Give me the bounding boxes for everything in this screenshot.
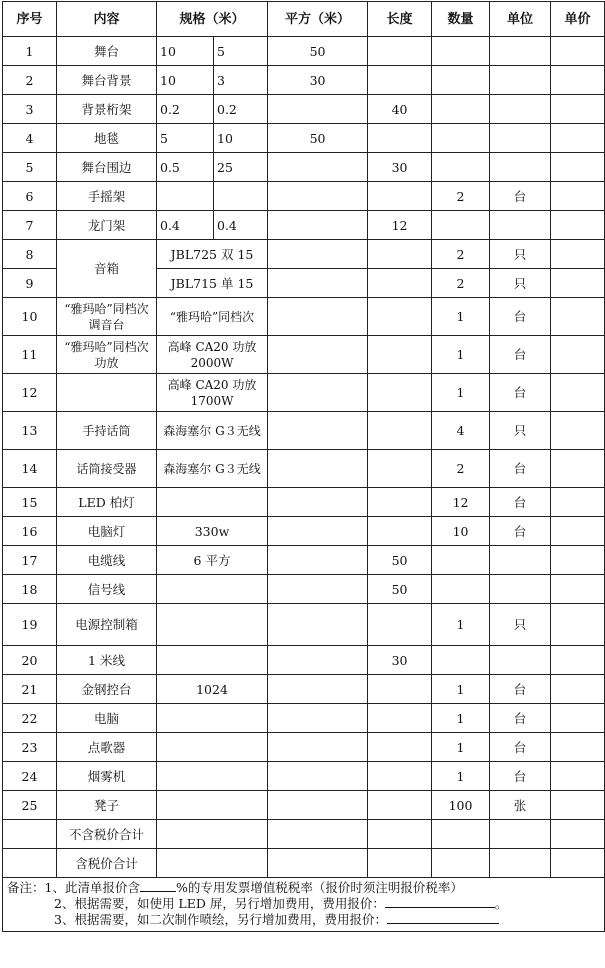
cell-spec-2: 0.2: [214, 95, 268, 124]
cell-spec: [157, 646, 268, 675]
cell-area: [268, 298, 368, 336]
cell-unit: [490, 646, 551, 675]
cell-qty: [432, 95, 490, 124]
header-qty: 数量: [432, 2, 490, 37]
cell-spec: 6 平方: [157, 546, 268, 575]
cell-length: [368, 762, 432, 791]
cell-spec: [157, 791, 268, 820]
cell-unit: 只: [490, 269, 551, 298]
cell-price: [551, 675, 605, 704]
cell-content: 金钢控台: [57, 675, 157, 704]
cell-length: 40: [368, 95, 432, 124]
cell-unit: [490, 546, 551, 575]
total-row-excl-tax: [3, 820, 605, 849]
cell-spec-2: 5: [214, 37, 268, 66]
cell-spec: “雅玛哈”同档次: [157, 298, 268, 336]
cell-content: “雅玛哈”同档次调音台: [57, 298, 157, 336]
cell-area: [268, 95, 368, 124]
table-row: [3, 704, 605, 733]
cell-area: [268, 675, 368, 704]
cell-price: [551, 182, 605, 211]
cell-qty: 100: [432, 791, 490, 820]
cell-price: [551, 269, 605, 298]
cell-length: [368, 374, 432, 412]
cell-no: 19: [3, 604, 57, 646]
cell-unit: 台: [490, 182, 551, 211]
cell-area: [268, 336, 368, 374]
cell-area: [268, 374, 368, 412]
table-row: [3, 298, 605, 336]
cell-unit: [490, 66, 551, 95]
cell-content: 信号线: [57, 575, 157, 604]
cell-unit: [490, 37, 551, 66]
cell-unit: 台: [490, 675, 551, 704]
cell-qty: 1: [432, 298, 490, 336]
note-3-text: 3、根据需要，如二次制作喷绘，另行增加费用，费用报价：: [54, 912, 387, 927]
cell-content: 手持话筒: [57, 412, 157, 450]
cell-area: 30: [268, 66, 368, 95]
cell-unit: 只: [490, 240, 551, 269]
cell-price: [551, 66, 605, 95]
cell-qty: [432, 646, 490, 675]
cell-length: [368, 849, 432, 878]
cell-price: [551, 517, 605, 546]
cell-price: [551, 791, 605, 820]
cell-area: [268, 450, 368, 488]
cell-length: [368, 66, 432, 95]
cell-area: [268, 182, 368, 211]
notes-label: 备注：: [7, 880, 45, 895]
cell-area: [268, 762, 368, 791]
cell-qty: 4: [432, 412, 490, 450]
cell-unit: 台: [490, 704, 551, 733]
cell-unit: 张: [490, 791, 551, 820]
cell-qty: [432, 37, 490, 66]
cell-price: [551, 374, 605, 412]
cell-qty: 1: [432, 733, 490, 762]
note-line-3: [7, 912, 600, 928]
cell-spec-1: 0.5: [157, 153, 214, 182]
note-line-2: [7, 896, 600, 912]
cell-unit: [490, 849, 551, 878]
cell-price: [551, 849, 605, 878]
cell-length: [368, 733, 432, 762]
cell-content: 地毯: [57, 124, 157, 153]
table-row: [3, 95, 605, 124]
cell-length: [368, 488, 432, 517]
cell-unit: [490, 575, 551, 604]
cell-unit: 台: [490, 450, 551, 488]
table-row: [3, 66, 605, 95]
cell-qty: 2: [432, 450, 490, 488]
cell-content: 舞台背景: [57, 66, 157, 95]
cell-area: [268, 546, 368, 575]
cell-content: 音箱: [57, 240, 157, 298]
cell-spec-1: 10: [157, 66, 214, 95]
cell-spec-2: 3: [214, 66, 268, 95]
cell-area: [268, 240, 368, 269]
cell-unit: 台: [490, 762, 551, 791]
table-row: [3, 182, 605, 211]
cell-area: [268, 488, 368, 517]
cell-unit: [490, 153, 551, 182]
cell-spec: [157, 704, 268, 733]
table-row: [3, 762, 605, 791]
cell-spec: [157, 488, 268, 517]
cell-length: [368, 298, 432, 336]
cell-price: [551, 153, 605, 182]
cell-qty: 1: [432, 336, 490, 374]
table-row: [3, 124, 605, 153]
cell-unit: 只: [490, 604, 551, 646]
total-incl-tax-label: 含税价合计: [57, 849, 157, 878]
cell-area: [268, 211, 368, 240]
cell-spec: [157, 604, 268, 646]
cell-price: [551, 450, 605, 488]
cell-no: 22: [3, 704, 57, 733]
cell-length: 30: [368, 153, 432, 182]
cell-no: 13: [3, 412, 57, 450]
cell-spec: [157, 733, 268, 762]
cell-area: [268, 269, 368, 298]
cell-qty: 1: [432, 604, 490, 646]
cell-content: 电源控制箱: [57, 604, 157, 646]
cell-spec: [157, 762, 268, 791]
cell-no: 14: [3, 450, 57, 488]
cell-no: 25: [3, 791, 57, 820]
cell-spec-2: [214, 182, 268, 211]
cell-unit: [490, 95, 551, 124]
cell-area: [268, 849, 368, 878]
cell-spec: 高峰 CA20 功放 2000W: [157, 336, 268, 374]
table-row: [3, 675, 605, 704]
led-price-blank: [385, 896, 495, 908]
cell-unit: 台: [490, 488, 551, 517]
cell-length: [368, 450, 432, 488]
cell-unit: 台: [490, 374, 551, 412]
cell-spec: [157, 820, 268, 849]
cell-qty: [432, 849, 490, 878]
cell-length: [368, 517, 432, 546]
cell-content: 电缆线: [57, 546, 157, 575]
cell-content: 凳子: [57, 791, 157, 820]
notes-row: [3, 878, 605, 932]
cell-price: [551, 124, 605, 153]
note-1-text-end: %的专用发票增值税税率（报价时须注明报价税率）: [175, 880, 463, 895]
cell-content: 背景桁架: [57, 95, 157, 124]
cell-spec: 1024: [157, 675, 268, 704]
cell-qty: [432, 153, 490, 182]
cell-spec-1: 0.2: [157, 95, 214, 124]
cell-content: 手摇架: [57, 182, 157, 211]
cell-no: 16: [3, 517, 57, 546]
total-row-incl-tax: [3, 849, 605, 878]
cell-no: 1: [3, 37, 57, 66]
cell-no: 11: [3, 336, 57, 374]
print-price-blank: [387, 912, 499, 924]
cell-no: 4: [3, 124, 57, 153]
cell-content: 话筒接受器: [57, 450, 157, 488]
note-1-text: 1、此清单报价含: [44, 880, 140, 895]
cell-no: [3, 849, 57, 878]
note-2-text-end: 。: [494, 896, 508, 911]
header-no: 序号: [3, 2, 57, 37]
cell-no: 5: [3, 153, 57, 182]
note-line-1: [7, 880, 600, 896]
cell-qty: 2: [432, 240, 490, 269]
cell-price: [551, 575, 605, 604]
cell-no: 7: [3, 211, 57, 240]
cell-no: 18: [3, 575, 57, 604]
cell-length: [368, 269, 432, 298]
cell-content: 舞台围边: [57, 153, 157, 182]
cell-no: 20: [3, 646, 57, 675]
cell-spec: JBL715 单 15: [157, 269, 268, 298]
cell-spec-2: 10: [214, 124, 268, 153]
cell-qty: [432, 66, 490, 95]
cell-content: “雅玛哈”同档次功放: [57, 336, 157, 374]
cell-length: [368, 124, 432, 153]
cell-content: 电脑: [57, 704, 157, 733]
cell-price: [551, 37, 605, 66]
table-row: [3, 791, 605, 820]
cell-unit: 只: [490, 412, 551, 450]
notes-cell: [3, 878, 605, 932]
cell-no: 10: [3, 298, 57, 336]
cell-unit: 台: [490, 517, 551, 546]
cell-price: [551, 546, 605, 575]
cell-content: 烟雾机: [57, 762, 157, 791]
cell-spec: [157, 575, 268, 604]
cell-unit: [490, 211, 551, 240]
table-row: [3, 336, 605, 374]
cell-content: 1 米线: [57, 646, 157, 675]
cell-price: [551, 762, 605, 791]
cell-no: 21: [3, 675, 57, 704]
cell-spec: 森海塞尔 G３无线: [157, 450, 268, 488]
cell-qty: 10: [432, 517, 490, 546]
cell-length: [368, 675, 432, 704]
cell-length: [368, 412, 432, 450]
cell-price: [551, 733, 605, 762]
cell-price: [551, 336, 605, 374]
cell-unit: 台: [490, 336, 551, 374]
table-row: [3, 575, 605, 604]
header-spec: 规格（米）: [157, 2, 268, 37]
cell-spec: 高峰 CA20 功放 1700W: [157, 374, 268, 412]
cell-qty: [432, 546, 490, 575]
header-content: 内容: [57, 2, 157, 37]
total-excl-tax-label: 不含税价合计: [57, 820, 157, 849]
cell-spec: JBL725 双 15: [157, 240, 268, 269]
table-row: [3, 211, 605, 240]
cell-content: [57, 374, 157, 412]
cell-price: [551, 604, 605, 646]
cell-content: LED 柏灯: [57, 488, 157, 517]
cell-length: [368, 336, 432, 374]
cell-spec-1: 5: [157, 124, 214, 153]
cell-length: [368, 820, 432, 849]
cell-qty: 2: [432, 182, 490, 211]
cell-no: 6: [3, 182, 57, 211]
cell-unit: 台: [490, 298, 551, 336]
cell-length: 50: [368, 575, 432, 604]
header-price: 单价: [551, 2, 605, 37]
cell-no: 23: [3, 733, 57, 762]
cell-no: 17: [3, 546, 57, 575]
table-row: [3, 488, 605, 517]
table-row: [3, 546, 605, 575]
cell-area: 50: [268, 124, 368, 153]
header-row: [3, 2, 605, 37]
table-row: [3, 517, 605, 546]
cell-qty: [432, 124, 490, 153]
cell-area: [268, 646, 368, 675]
cell-qty: 1: [432, 675, 490, 704]
cell-area: 50: [268, 37, 368, 66]
cell-no: 2: [3, 66, 57, 95]
cell-qty: 12: [432, 488, 490, 517]
cell-price: [551, 412, 605, 450]
cell-price: [551, 298, 605, 336]
table-row: [3, 450, 605, 488]
cell-unit: [490, 820, 551, 849]
cell-spec-1: 10: [157, 37, 214, 66]
cell-spec: 森海塞尔 G３无线: [157, 412, 268, 450]
cell-length: [368, 240, 432, 269]
cell-no: 9: [3, 269, 57, 298]
cell-qty: [432, 211, 490, 240]
cell-price: [551, 240, 605, 269]
table-row: [3, 646, 605, 675]
cell-no: 3: [3, 95, 57, 124]
cell-length: 12: [368, 211, 432, 240]
cell-spec-2: 0.4: [214, 211, 268, 240]
cell-price: [551, 211, 605, 240]
cell-content: 电脑灯: [57, 517, 157, 546]
cell-content: 舞台: [57, 37, 157, 66]
quote-table: [2, 1, 605, 932]
cell-content: 龙门架: [57, 211, 157, 240]
table-row: [3, 240, 605, 269]
table-row: [3, 374, 605, 412]
cell-qty: [432, 575, 490, 604]
cell-no: 8: [3, 240, 57, 269]
cell-spec: 330w: [157, 517, 268, 546]
cell-spec: [157, 849, 268, 878]
cell-qty: 2: [432, 269, 490, 298]
cell-length: [368, 37, 432, 66]
cell-length: [368, 791, 432, 820]
note-2-text: 2、根据需要，如使用 LED 屏，另行增加费用，费用报价：: [54, 896, 385, 911]
cell-qty: [432, 820, 490, 849]
table-row: [3, 412, 605, 450]
cell-area: [268, 575, 368, 604]
cell-area: [268, 820, 368, 849]
cell-area: [268, 604, 368, 646]
cell-length: 50: [368, 546, 432, 575]
cell-length: [368, 704, 432, 733]
cell-qty: 1: [432, 762, 490, 791]
table-row: [3, 37, 605, 66]
cell-area: [268, 733, 368, 762]
header-length: 长度: [368, 2, 432, 37]
table-row: [3, 153, 605, 182]
cell-spec-1: 0.4: [157, 211, 214, 240]
cell-price: [551, 646, 605, 675]
header-area: 平方（米）: [268, 2, 368, 37]
cell-price: [551, 488, 605, 517]
cell-area: [268, 704, 368, 733]
cell-area: [268, 412, 368, 450]
cell-no: [3, 820, 57, 849]
cell-price: [551, 704, 605, 733]
tax-rate-blank: [140, 880, 176, 892]
table-row: [3, 604, 605, 646]
cell-spec-2: 25: [214, 153, 268, 182]
cell-spec-1: [157, 182, 214, 211]
cell-unit: [490, 124, 551, 153]
cell-length: 30: [368, 646, 432, 675]
cell-length: [368, 604, 432, 646]
cell-area: [268, 517, 368, 546]
table-row: [3, 733, 605, 762]
cell-price: [551, 820, 605, 849]
header-unit: 单位: [490, 2, 551, 37]
cell-no: 24: [3, 762, 57, 791]
cell-qty: 1: [432, 704, 490, 733]
cell-price: [551, 95, 605, 124]
cell-unit: 台: [490, 733, 551, 762]
cell-area: [268, 153, 368, 182]
cell-qty: 1: [432, 374, 490, 412]
cell-content: 点歌器: [57, 733, 157, 762]
cell-area: [268, 791, 368, 820]
cell-length: [368, 182, 432, 211]
cell-no: 12: [3, 374, 57, 412]
cell-no: 15: [3, 488, 57, 517]
